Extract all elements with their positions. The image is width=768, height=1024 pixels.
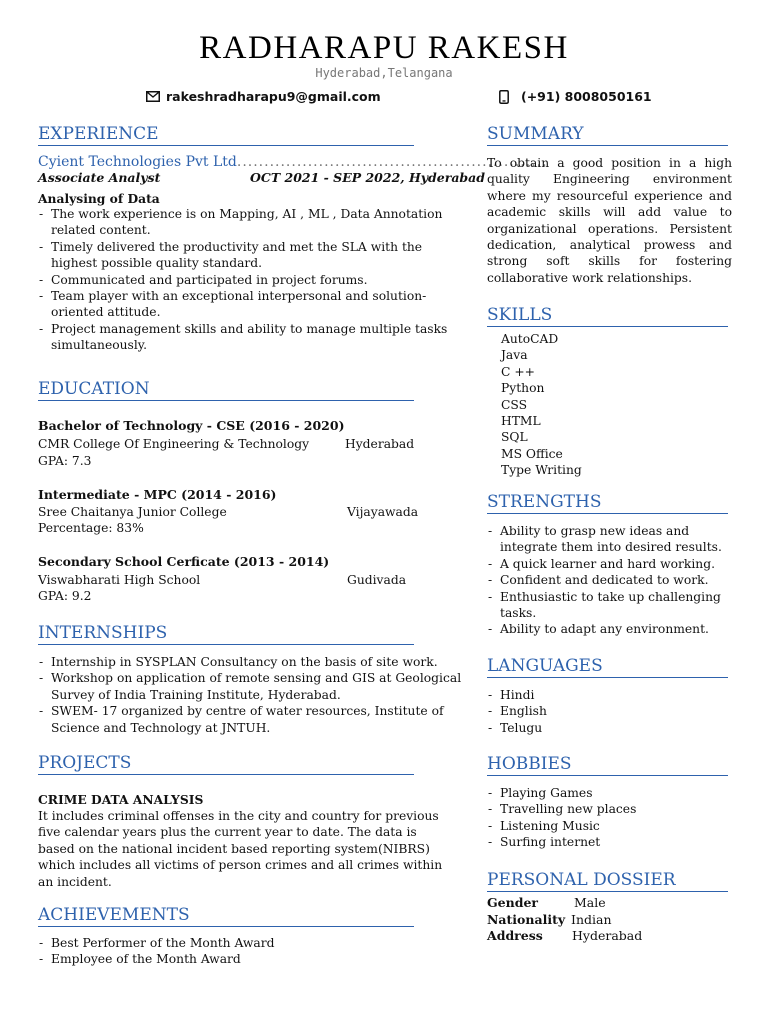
list-item: - Team player with an exceptional interpersonal and solution-oriented attitude.: [38, 288, 462, 321]
email-text: rakeshradharapu9@gmail.com: [166, 89, 381, 104]
candidate-location: Hyderabad,Telangana: [315, 66, 453, 80]
list-item: - Confident and dedicated to work.: [487, 572, 722, 588]
experience-list: [38, 206, 462, 354]
skill-item: Type Writing: [501, 463, 582, 478]
education-degree: Secondary School Cerficate (2013 - 2014): [38, 554, 330, 569]
list-item: - A quick learner and hard working.: [487, 556, 722, 572]
achievements-list: [38, 935, 462, 968]
education-score: GPA: 9.2: [38, 589, 92, 603]
skill-item: HTML: [501, 414, 541, 429]
skill-item: C ++: [501, 364, 535, 379]
summary-text: To obtain a good position in a high quality Engineering environment where my resourceful experience and academic skills will add value to organizational operations. Persistent dedication, analytical prowess and strong soft skills for fostering collaborative work relationships.: [487, 156, 732, 285]
mobile-phone-icon: [499, 90, 509, 104]
email-contact[interactable]: [146, 89, 381, 104]
dossier-label: Address: [487, 928, 543, 943]
experience-heading: EXPERIENCE: [38, 124, 414, 146]
projects-heading: PROJECTS: [38, 753, 414, 775]
summary-heading: SUMMARY: [487, 124, 728, 146]
hobbies-heading: HOBBIES: [487, 754, 728, 776]
dossier-value: Indian: [571, 911, 612, 927]
company-name: Cyient Technologies Pvt Ltd: [38, 154, 237, 170]
dossier-row: [487, 895, 727, 912]
list-item: - Workshop on application of remote sensing and GIS at Geological Survey of India Training Institute, Hyderabad.: [38, 670, 462, 703]
education-school: Sree Chaitanya Junior College: [38, 505, 227, 519]
education-heading: EDUCATION: [38, 379, 414, 401]
education-school: CMR College Of Engineering & Technology: [38, 437, 310, 451]
education-score: GPA: 7.3: [38, 454, 92, 468]
skill-item: MS Office: [501, 446, 563, 461]
candidate-name: RADHARAPU RAKESH: [199, 30, 569, 66]
job-period: OCT 2021 - SEP 2022, Hyderabad: [250, 170, 486, 185]
list-item: - Listening Music: [487, 818, 722, 834]
dossier-label: Nationality: [487, 911, 566, 927]
education-degree: Intermediate - MPC (2014 - 2016): [38, 487, 277, 502]
phone-contact[interactable]: [499, 89, 652, 104]
languages-list: [487, 687, 722, 736]
dossier-heading: PERSONAL DOSSIER: [487, 870, 728, 892]
list-item: - SWEM- 17 organized by centre of water resources, Institute of Science and Technology at JNTUH.: [38, 703, 462, 736]
hobbies-list: [487, 785, 722, 851]
list-item: - Internship in SYSPLAN Consultancy on the basis of site work.: [38, 654, 462, 670]
list-item: - English: [487, 703, 722, 719]
skill-item: SQL: [501, 430, 528, 445]
project-name: CRIME DATA ANALYSIS: [38, 792, 204, 807]
education-degree: Bachelor of Technology - CSE (2016 - 2020): [38, 418, 345, 433]
education-city: Hyderabad: [345, 437, 415, 451]
dossier-row: [487, 928, 727, 945]
phone-text: (+91) 8008050161: [521, 89, 652, 104]
list-item: - The work experience is on Mapping, AI , ML , Data Annotation related content.: [38, 206, 462, 239]
dossier-value: Hyderabad: [572, 928, 643, 943]
skill-item: CSS: [501, 397, 528, 412]
list-item: - Employee of the Month Award: [38, 951, 462, 967]
list-item: - Timely delivered the productivity and met the SLA with the highest possible quality standard.: [38, 239, 462, 272]
internships-list: [38, 654, 462, 736]
skills-heading: SKILLS: [487, 305, 728, 327]
skill-item: AutoCAD: [501, 332, 559, 346]
company-line: Cyient Technologies Pvt Ltd.........................................................: [38, 154, 548, 170]
education-school: Viswabharati High School: [38, 573, 201, 587]
envelope-icon: [146, 91, 160, 102]
strengths-heading: STRENGTHS: [487, 492, 728, 514]
skill-item: Python: [501, 381, 545, 396]
list-item: - Surfing internet: [487, 834, 722, 850]
dossier-value: Male: [574, 895, 606, 910]
list-item: - Playing Games: [487, 785, 722, 801]
list-item: - Ability to grasp new ideas and integrate them into desired results.: [487, 523, 722, 556]
skill-item: Java: [501, 348, 528, 363]
list-item: - Ability to adapt any environment.: [487, 621, 722, 637]
dossier-label: Gender: [487, 895, 538, 910]
education-city: Gudivada: [347, 573, 407, 587]
project-description: It includes criminal offenses in the city and country for previous five calendar years plus the current year to date. The data is based on the national incident based reporting system(NIBRS) which includes all victims of person crimes and all crimes within an incident.: [38, 809, 443, 889]
skills-list: [501, 331, 582, 479]
list-item: - Hindi: [487, 687, 722, 703]
experience-subheading: Analysing of Data: [38, 191, 160, 206]
strengths-list: [487, 523, 722, 638]
achievements-heading: ACHIEVEMENTS: [38, 905, 414, 927]
languages-heading: LANGUAGES: [487, 656, 728, 678]
list-item: - Travelling new places: [487, 801, 722, 817]
dossier-table: [487, 895, 727, 945]
list-item: - Telugu: [487, 720, 722, 736]
education-city: Vijayawada: [347, 505, 419, 519]
job-role: Associate Analyst: [38, 170, 161, 185]
dossier-row: [487, 912, 727, 929]
internships-heading: INTERNSHIPS: [38, 623, 414, 645]
education-score: Percentage: 83%: [38, 521, 144, 535]
list-item: - Communicated and participated in project forums.: [38, 272, 462, 288]
list-item: - Enthusiastic to take up challenging tasks.: [487, 589, 722, 622]
list-item: - Best Performer of the Month Award: [38, 935, 462, 951]
list-item: - Project management skills and ability to manage multiple tasks simultaneously.: [38, 321, 462, 354]
